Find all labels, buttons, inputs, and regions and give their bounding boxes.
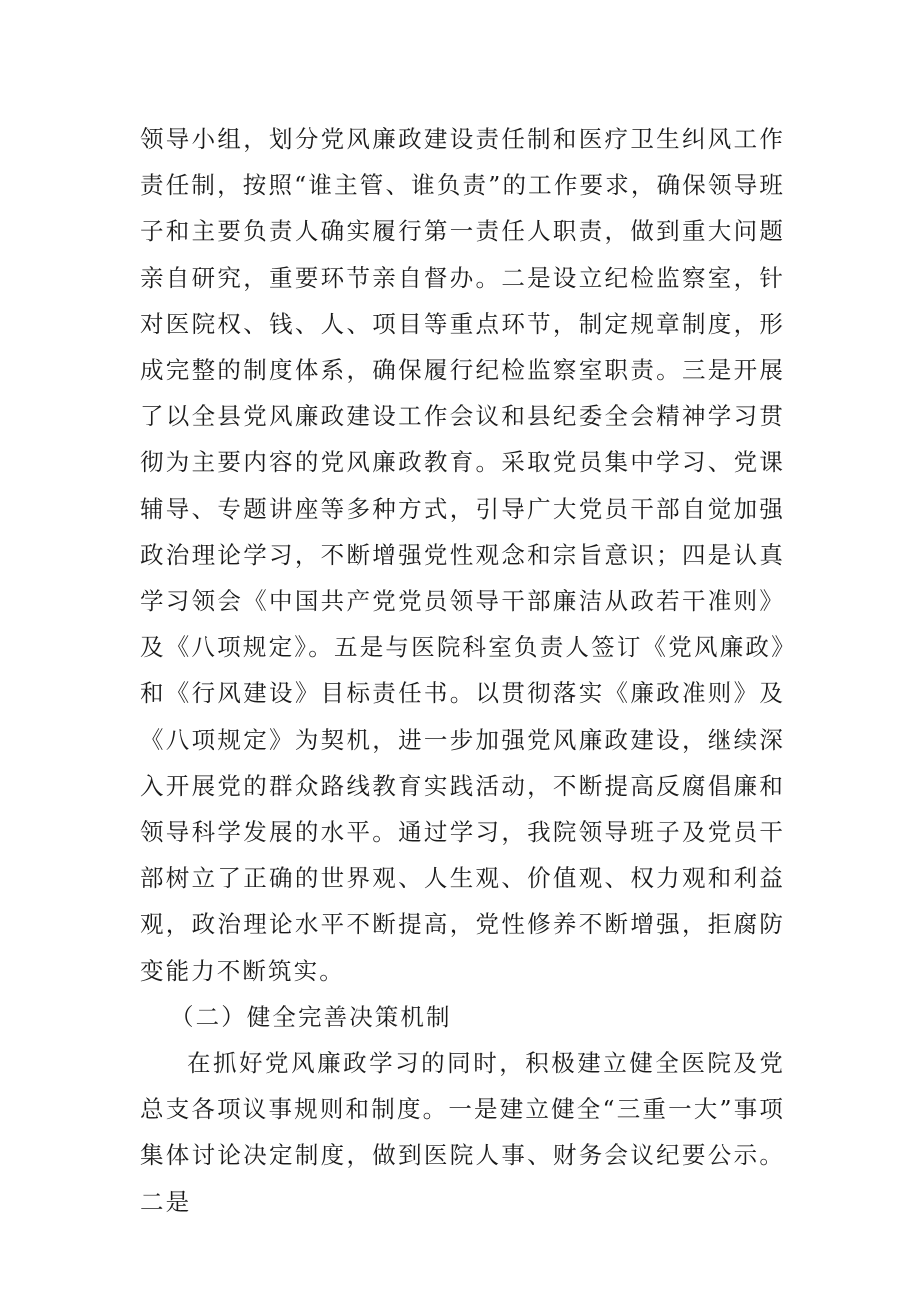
section-heading: （二）健全完善决策机制 [170, 1002, 452, 1031]
body-paragraph-2: 在抓好党风廉政学习的同时，积极建立健全医院及党总支各项议事规则和制度。一是建立健全“三重一大”事项集体讨论决定制度，做到医院人事、财务会议纪要公示。二是 [140, 1049, 785, 1216]
document-body [140, 116, 785, 1225]
body-paragraph-1: 领导小组，划分党风廉政建设责任制和医疗卫生纠风工作责任制，按照“谁主管、谁负责”的工作要求，确保领导班子和主要负责人确实履行第一责任人职责，做到重大问题亲自研究，重要环节亲自督办。二是设立纪检监察室，针对医院权、钱、人、项目等重点环节，制定规章制度，形成完整的制度体系，确保履行纪检监察室职责。三是开展了以全县党风廉政建设工作会议和县纪委全会精神学习贯彻为主要内容的党风廉政教育。采取党员集中学习、党课辅导、专题讲座等多种方式，引导广大党员干部自觉加强政治理论学习，不断增强党性观念和宗旨意识；四是认真学习领会《中国共产党党员领导干部廉洁从政若干准则》及《八项规定》。五是与医院科室负责人签订《党风廉政》和《行风建设》目标责任书。以贯彻落实《廉政准则》及《八项规定》为契机，进一步加强党风廉政建设，继续深入开展党的群众路线教育实践活动，不断提高反腐倡廉和领导科学发展的水平。通过学习，我院领导班子及党员干部树立了正确的世界观、人生观、价值观、权力观和利益观，政治理论水平不断提高，党性修养不断增强，拒腐防变能力不断筑实。 [140, 125, 785, 985]
